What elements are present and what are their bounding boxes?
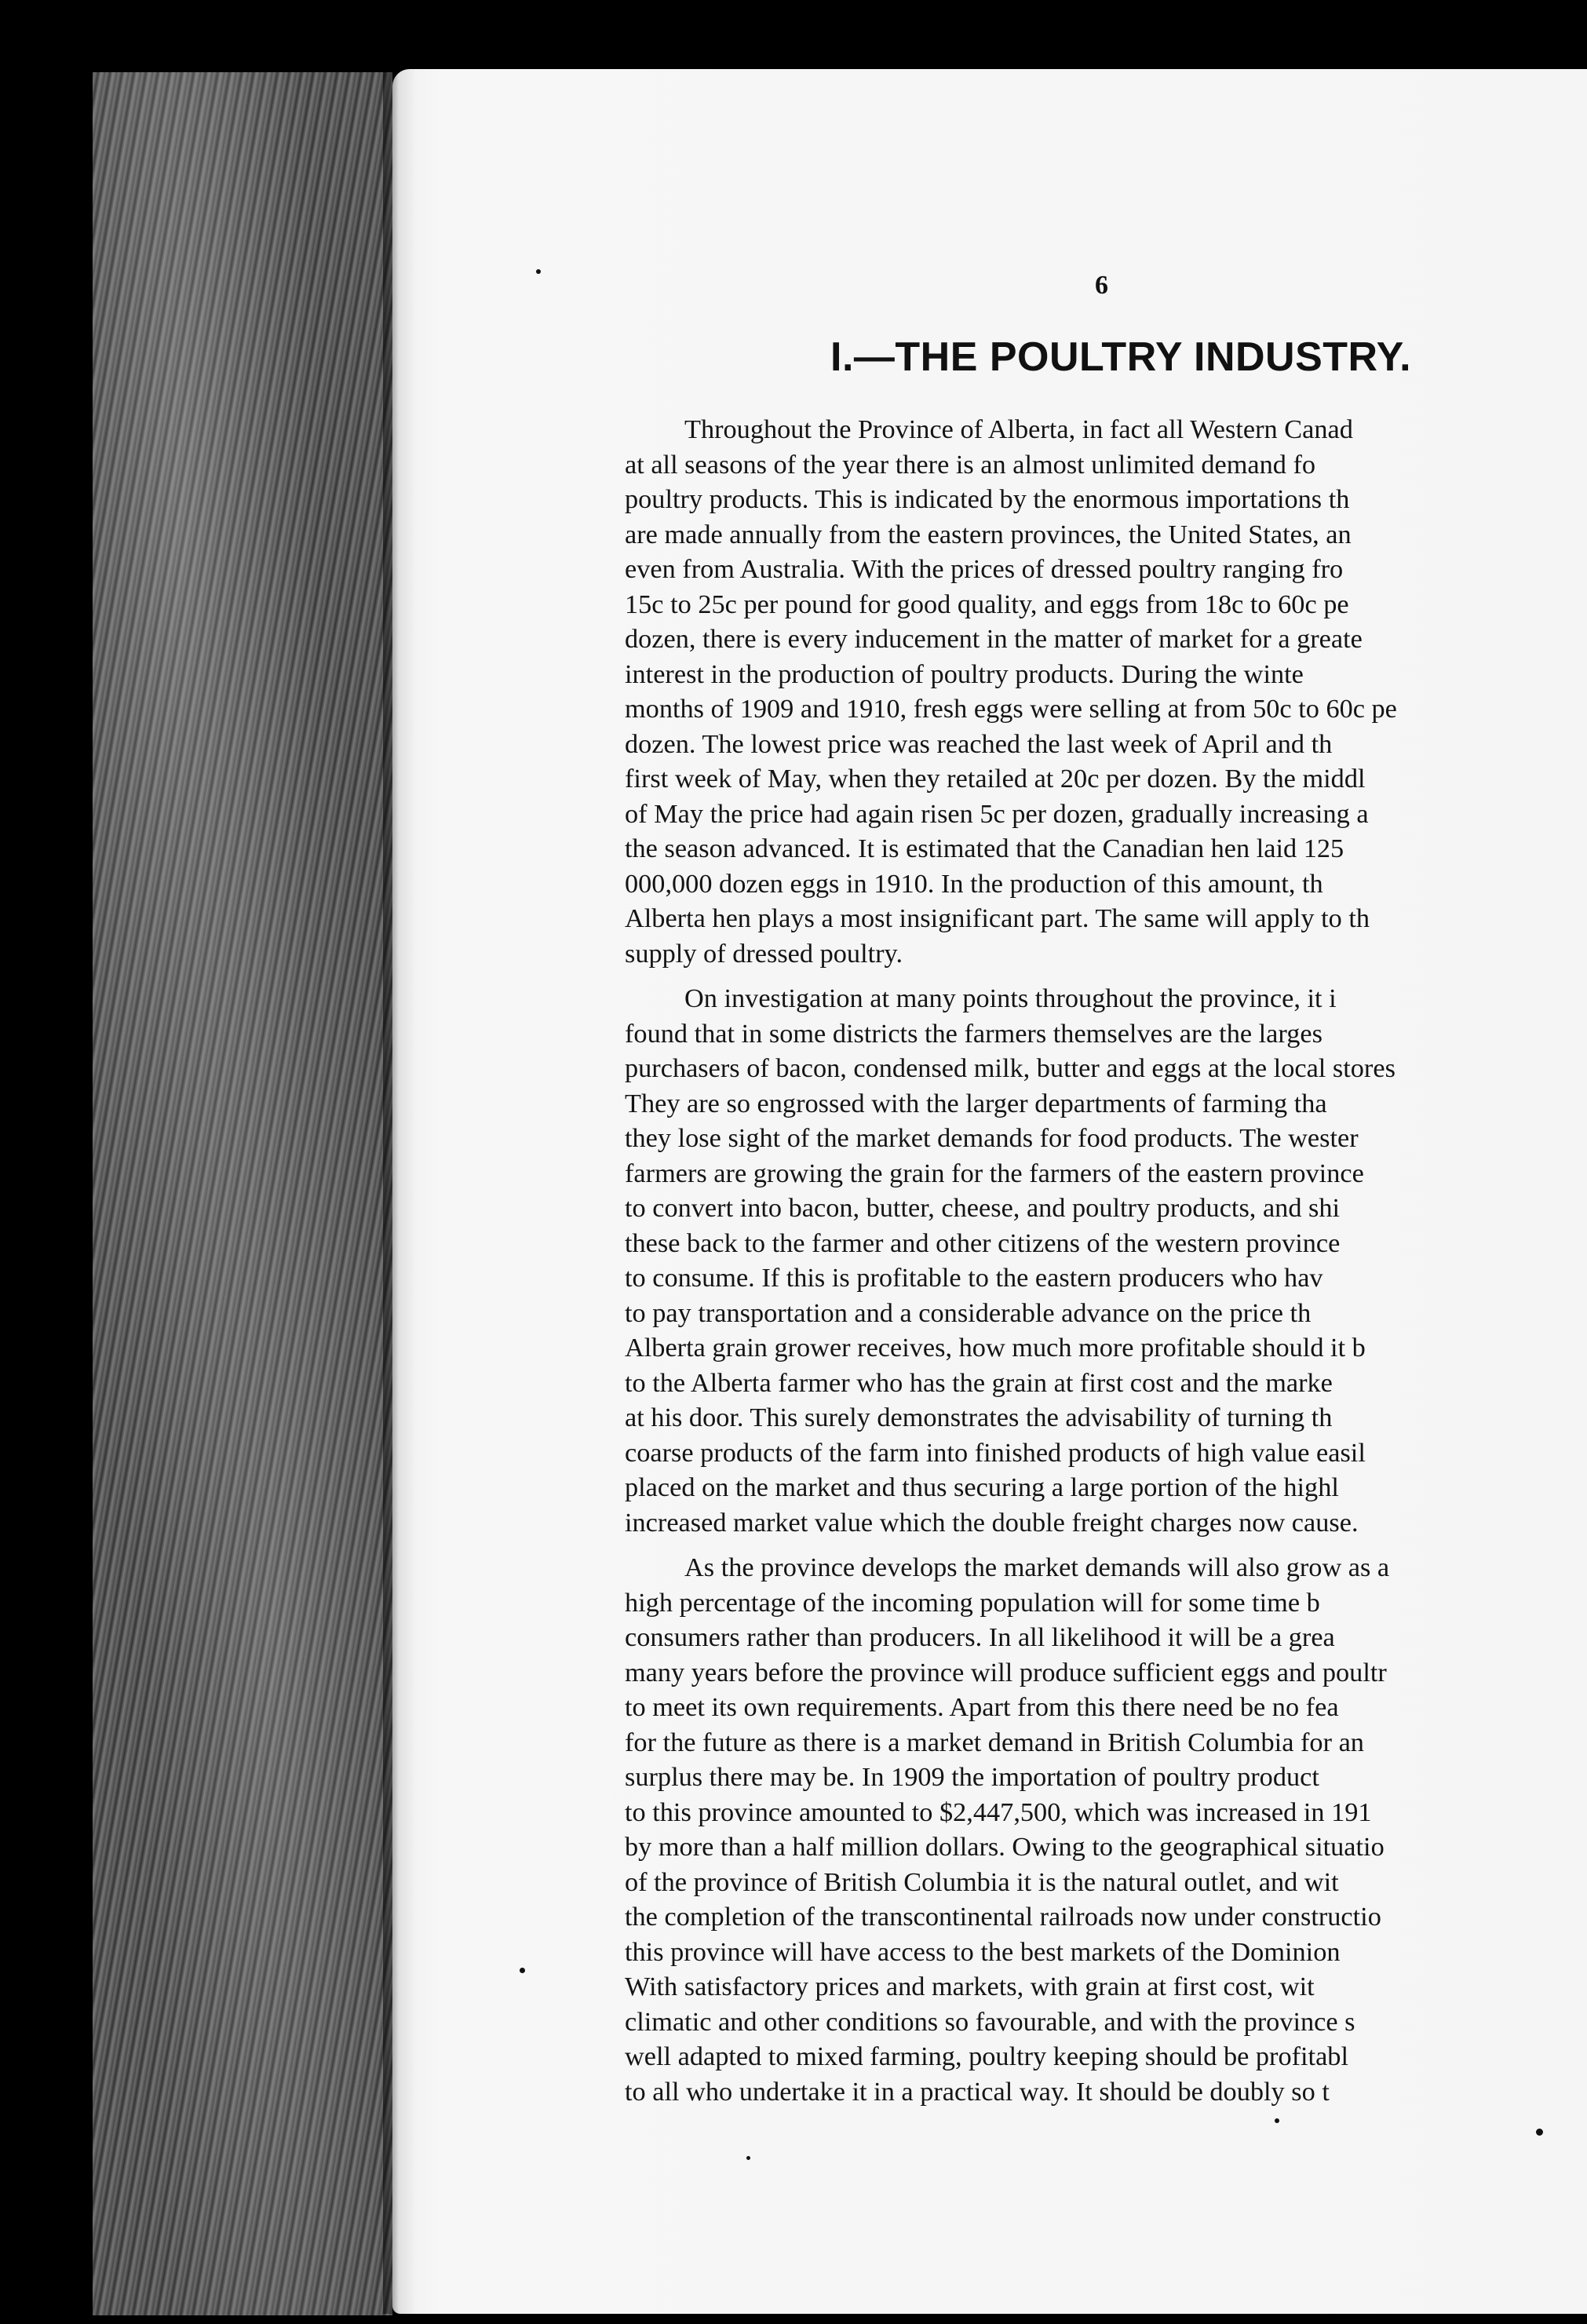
text-line: surplus there may be. In 1909 the importation of poultry product (625, 1762, 1319, 1792)
section-title: I.—THE POULTRY INDUSTRY. (830, 334, 1412, 380)
paragraph-3 (625, 1550, 1587, 2109)
text-line: Alberta hen plays a most insignificant part. The same will apply to th (625, 903, 1370, 933)
text-line: Alberta grain grower receives, how much more profitable should it b (625, 1333, 1366, 1363)
text-line: to all who undertake it in a practical way. It should be doubly so t (625, 2076, 1330, 2107)
text-line: interest in the production of poultry products. During the winte (625, 659, 1304, 689)
paragraph-1 (625, 412, 1587, 971)
text-line: they lose sight of the market demands for food products. The wester (625, 1123, 1359, 1153)
text-line: to this province amounted to $2,447,500, which was increased in 191 (625, 1797, 1372, 1827)
text-line: are made annually from the eastern provinces, the United States, an (625, 519, 1352, 549)
text-line: the completion of the transcontinental railroads now under constructio (625, 1902, 1381, 1932)
text-line: 000,000 dozen eggs in 1910. In the production of this amount, th (625, 868, 1323, 899)
text-line: to pay transportation and a considerable advance on the price th (625, 1297, 1312, 1328)
text-line: poultry products. This is indicated by the enormous importations th (625, 484, 1350, 514)
text-line: placed on the market and thus securing a large portion of the highl (625, 1472, 1339, 1502)
text-line: 15c to 25c per pound for good quality, and eggs from 18c to 60c pe (625, 589, 1349, 619)
text-line: coarse products of the farm into finished products of high value easil (625, 1437, 1366, 1468)
book-edge-texture (93, 72, 392, 2315)
text-line: With satisfactory prices and markets, with grain at first cost, wit (625, 1972, 1315, 2001)
text-line: to convert into bacon, butter, cheese, and poultry products, and shi (625, 1193, 1341, 1223)
text-line: supply of dressed poultry. (625, 938, 903, 969)
text-line: by more than a half million dollars. Owing to the geographical situatio (625, 1832, 1385, 1862)
text-line: Throughout the Province of Alberta, in fact all Western Canad (684, 414, 1353, 444)
text-line: dozen. The lowest price was reached the last week of April and th (625, 728, 1333, 759)
text-line: farmers are growing the grain for the farmers of the eastern province (625, 1158, 1364, 1188)
text-line: to consume. If this is profitable to the eastern producers who hav (625, 1263, 1323, 1293)
text-line: found that in some districts the farmers themselves are the larges (625, 1018, 1322, 1049)
dust-speck (536, 269, 541, 274)
text-line: high percentage of the incoming population will for some time b (625, 1587, 1320, 1618)
dust-speck (1275, 2118, 1279, 2123)
text-line: of May the price had again risen 5c per dozen, gradually increasing a (625, 798, 1369, 829)
text-line: many years before the province will produce sufficient eggs and poultr (625, 1657, 1387, 1687)
dust-speck (746, 2156, 750, 2160)
text-line: months of 1909 and 1910, fresh eggs were selling at from 50c to 60c pe (625, 694, 1397, 724)
text-line: dozen, there is every inducement in the matter of market for a greate (625, 624, 1363, 654)
text-line: for the future as there is a market demand in British Columbia for an (625, 1727, 1364, 1757)
text-line: to meet its own requirements. Apart from this there need be no fea (625, 1692, 1339, 1722)
text-line: of the province of British Columbia it is the natural outlet, and wit (625, 1866, 1339, 1897)
text-line: at all seasons of the year there is an almost unlimited demand fo (625, 449, 1316, 480)
paragraph-2 (625, 981, 1587, 1540)
text-line: On investigation at many points throughout the province, it i (684, 983, 1337, 1013)
text-line: at his door. This surely demonstrates the advisability of turning th (625, 1403, 1333, 1432)
page-gutter-shadow (383, 69, 399, 2314)
text-line: increased market value which the double freight charges now cause. (625, 1507, 1359, 1538)
text-line: climatic and other conditions so favourable, and with the province s (625, 2006, 1355, 2037)
text-line: well adapted to mixed farming, poultry keeping should be profitabl (625, 2041, 1348, 2071)
text-line: They are so engrossed with the larger departments of farming tha (625, 1088, 1327, 1118)
text-line: even from Australia. With the prices of dressed poultry ranging fro (625, 554, 1344, 584)
text-line: first week of May, when they retailed at 20c per dozen. By the middl (625, 764, 1366, 794)
dust-speck (1536, 2129, 1543, 2136)
dust-speck (520, 1968, 525, 1973)
text-line: consumers rather than producers. In all likelihood it will be a grea (625, 1622, 1335, 1652)
text-line: As the province develops the market demands will also grow as a (684, 1552, 1390, 1582)
text-line: purchasers of bacon, condensed milk, butter and eggs at the local stores (625, 1053, 1395, 1083)
text-line: the season advanced. It is estimated that the Canadian hen laid 125 (625, 834, 1344, 863)
text-line: this province will have access to the best markets of the Dominion (625, 1936, 1341, 1967)
article-body (625, 412, 1587, 2109)
text-line: to the Alberta farmer who has the grain at first cost and the marke (625, 1367, 1333, 1398)
page-number: 6 (1095, 271, 1108, 300)
text-line: these back to the farmer and other citizens of the western province (625, 1228, 1341, 1258)
